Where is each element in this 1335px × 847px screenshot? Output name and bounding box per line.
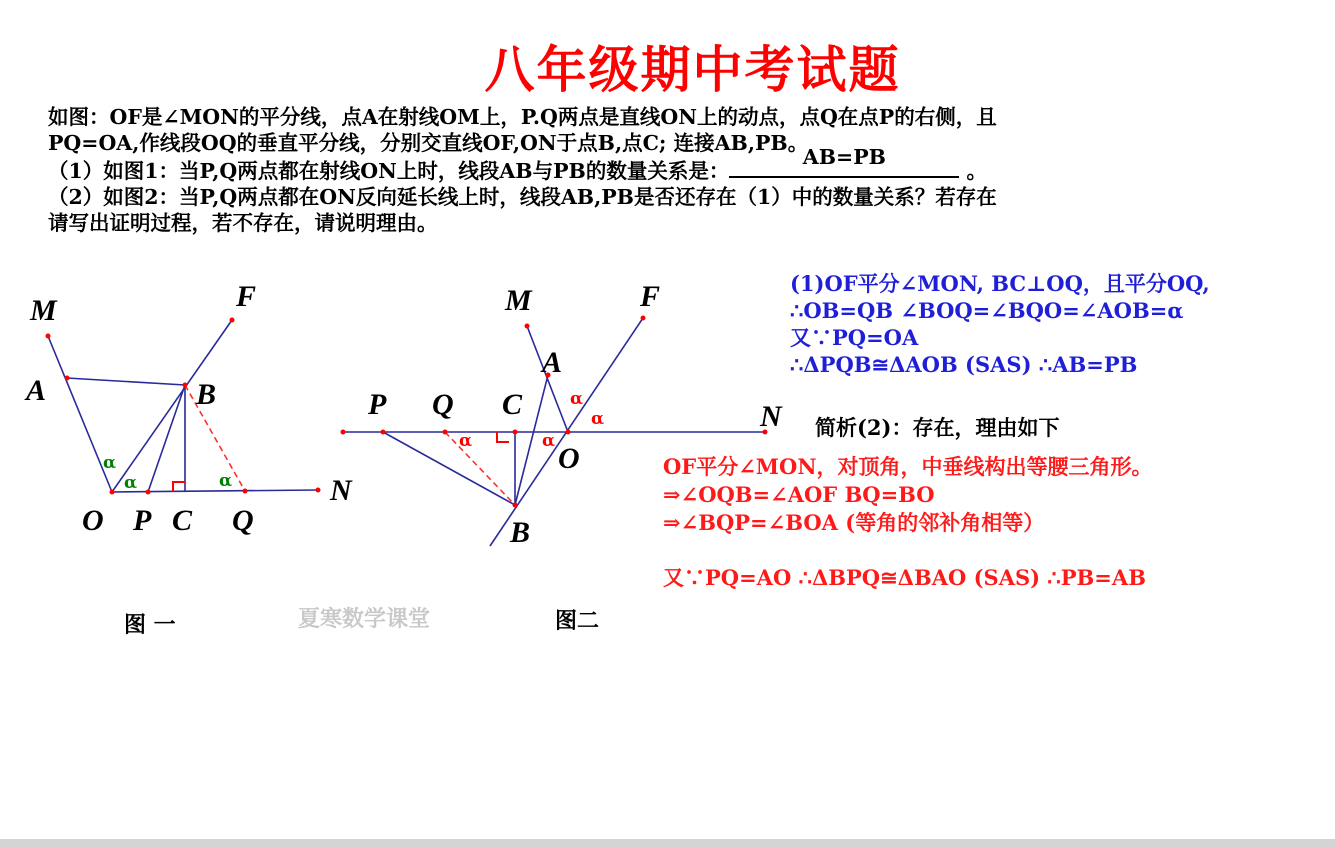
- problem-line-5: 请写出证明过程，若不存在，请说明理由。: [48, 211, 438, 235]
- label-b: B: [510, 516, 531, 549]
- figure-1: [48, 320, 318, 492]
- solution-1-line-3: 又∵PQ=OA: [790, 325, 919, 350]
- page-title: 八年级期中考试题: [484, 40, 901, 99]
- label-n: N: [330, 474, 352, 507]
- solution-1-line-4: ∴ΔPQB≅ΔAOB (SAS) ∴AB=PB: [790, 352, 1138, 377]
- solution-2-line-3: ⇒∠BQP=∠BOA (等角的邻补角相等）: [663, 510, 1045, 535]
- figure-2-caption: 图二: [555, 608, 600, 634]
- alpha-bqo: α: [459, 431, 473, 451]
- point-c: [513, 430, 518, 435]
- point-n: [316, 488, 321, 493]
- label-c: C: [502, 388, 523, 421]
- label-o: O: [558, 442, 580, 475]
- point-f: [641, 316, 646, 321]
- segment-ab: [67, 378, 185, 385]
- label-m: M: [30, 294, 57, 327]
- point-p: [381, 430, 386, 435]
- solution-2-line-2: ⇒∠OQB=∠AOF BQ=BO: [663, 482, 935, 507]
- label-p: P: [133, 504, 152, 537]
- label-a: A: [26, 374, 47, 407]
- label-q: Q: [232, 504, 254, 537]
- label-a: A: [542, 346, 563, 379]
- point-q: [243, 489, 248, 494]
- label-o: O: [82, 504, 104, 537]
- alpha-fon: α: [591, 409, 605, 429]
- alpha-aof: α: [103, 453, 117, 473]
- label-q: Q: [432, 388, 454, 421]
- point-left-end: [341, 430, 346, 435]
- problem-line-4: （2）如图2：当P,Q两点都在ON反向延长线上时，线段AB,PB是否还存在（1）中的数量关系？若存在: [48, 185, 997, 209]
- right-angle-mark-2: [497, 432, 509, 442]
- problem-line-1: 如图：OF是∠MON的平分线，点A在射线OM上，P.Q两点是直线ON上的动点，点Q在点P的右侧，且: [48, 105, 997, 129]
- point-o: [110, 490, 115, 495]
- point-p: [146, 490, 151, 495]
- label-c: C: [172, 504, 193, 537]
- question-1-end: 。: [966, 159, 988, 183]
- point-q: [443, 430, 448, 435]
- label-m: M: [505, 284, 532, 317]
- figure-1-caption: 图 一: [124, 612, 176, 638]
- point-b: [183, 383, 188, 388]
- watermark-logo: 夏寒数学课堂: [298, 606, 431, 632]
- solution-2-heading: 简析(2)：存在，理由如下: [815, 415, 1060, 440]
- solution-2-line-1: OF平分∠MON，对顶角，中垂线构出等腰三角形。: [663, 454, 1153, 479]
- answer-text: AB=PB: [802, 145, 886, 169]
- segment-bp: [148, 385, 185, 492]
- point-a: [65, 376, 70, 381]
- point-f: [230, 318, 235, 323]
- figure-1-points: [46, 318, 321, 495]
- alpha-aof: α: [570, 389, 584, 409]
- figure-1-labels: [24, 280, 353, 537]
- label-n: N: [760, 400, 782, 433]
- alpha-boc: α: [542, 431, 556, 451]
- solution-2-line-4: 又∵PQ=AO ∴ΔBPQ≅ΔBAO (SAS) ∴PB=AB: [663, 565, 1146, 590]
- solution-part-2: [663, 453, 1153, 537]
- solution-1-line-2: ∴OB=QB ∠BOQ=∠BQO=∠AOB=α: [790, 298, 1184, 323]
- solution-part-1: [790, 270, 1210, 378]
- label-p: P: [368, 388, 387, 421]
- label-b: B: [196, 378, 217, 411]
- point-m: [46, 334, 51, 339]
- solution-1-line-1: (1)OF平分∠MON, BC⊥OQ，且平分OQ,: [790, 271, 1210, 296]
- point-o: [566, 430, 571, 435]
- ray-on-line: [112, 490, 318, 492]
- point-b: [513, 503, 518, 508]
- question-1: （1）如图1：当P,Q两点都在射线ON上时，线段AB与PB的数量关系是：: [48, 159, 730, 183]
- alpha-bqo: α: [219, 471, 233, 491]
- point-m: [525, 324, 530, 329]
- problem-line-2: PQ=OA,作线段OQ的垂直平分线，分别交直线OF,ON于点B,点C; 连接AB,PB。: [48, 131, 809, 155]
- alpha-bop: α: [124, 473, 138, 493]
- right-angle-mark: [173, 482, 185, 492]
- bottom-scrollbar[interactable]: [0, 839, 1335, 847]
- label-f: F: [640, 280, 661, 313]
- label-f: F: [236, 280, 257, 313]
- segment-pb: [383, 432, 515, 505]
